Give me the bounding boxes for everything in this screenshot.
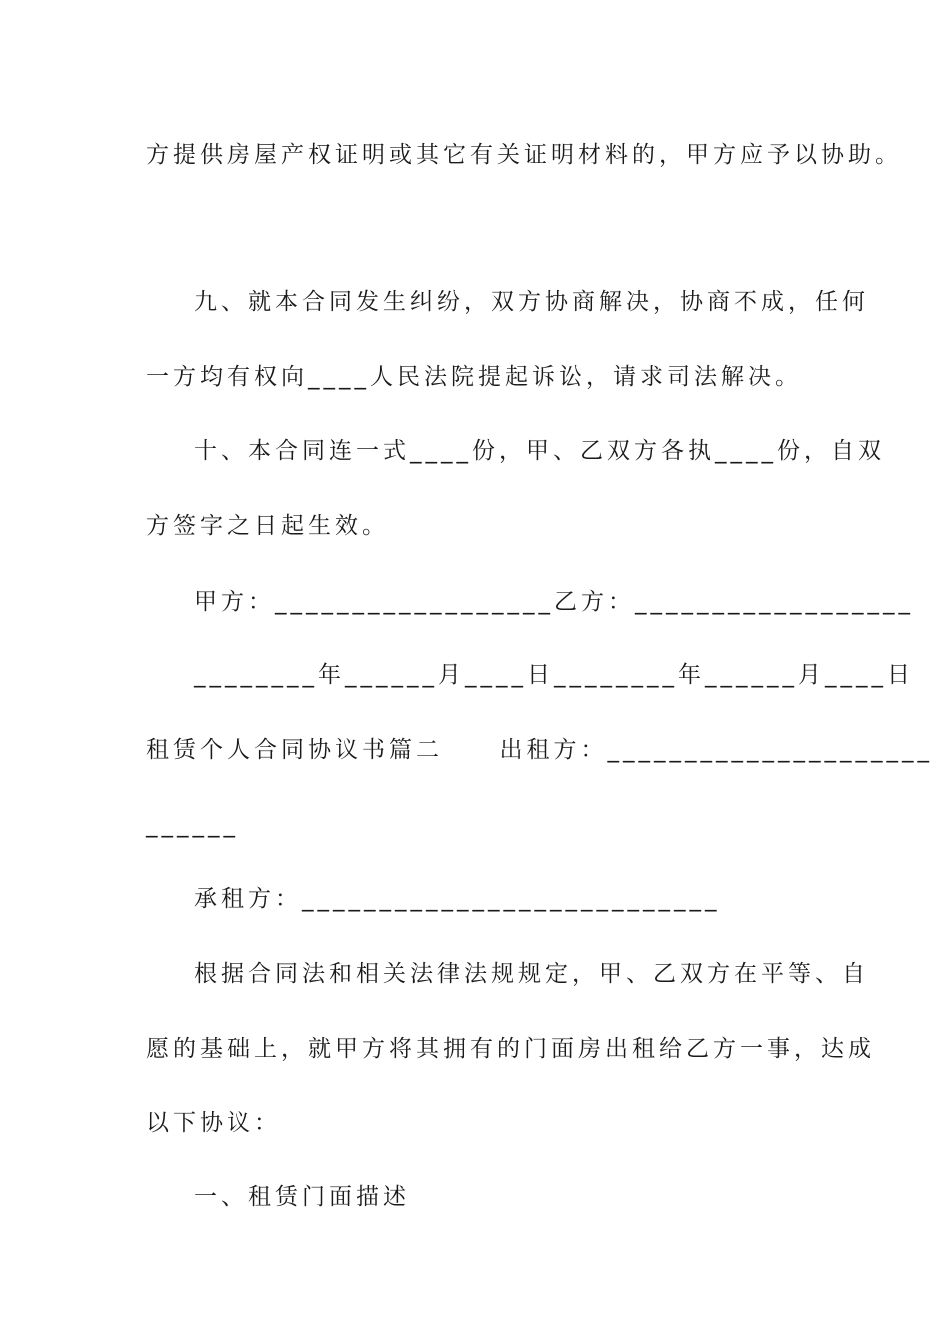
date-line: ________年______月____日________年______月____日 xyxy=(194,662,914,688)
signature-line: 甲方：__________________乙方：__________________ xyxy=(194,589,914,615)
tenant-line: 承租方：___________________________ xyxy=(194,886,721,912)
paragraph-line: 九、就本合同发生纠纷，双方协商解决，协商不成，任何 xyxy=(194,289,869,315)
paragraph-line: ______ xyxy=(146,812,239,838)
section-heading-line: 租赁个人合同协议书篇二 出租方：_____________________ xyxy=(146,737,934,763)
clause-heading: 一、租赁门面描述 xyxy=(194,1184,410,1210)
paragraph-line: 以下协议： xyxy=(146,1110,281,1136)
paragraph-line: 根据合同法和相关法律法规规定，甲、乙双方在平等、自 xyxy=(194,961,869,987)
paragraph-line: 方签字之日起生效。 xyxy=(146,513,389,539)
paragraph-line: 一方均有权向____人民法院提起诉讼，请求司法解决。 xyxy=(146,364,802,390)
paragraph-line: 愿的基础上，就甲方将其拥有的门面房出租给乙方一事，达成 xyxy=(146,1036,875,1062)
paragraph-line: 方提供房屋产权证明或其它有关证明材料的，甲方应予以协助。 xyxy=(146,142,902,168)
paragraph-line: 十、本合同连一式____份，甲、乙双方各执____份，自双 xyxy=(194,438,885,464)
